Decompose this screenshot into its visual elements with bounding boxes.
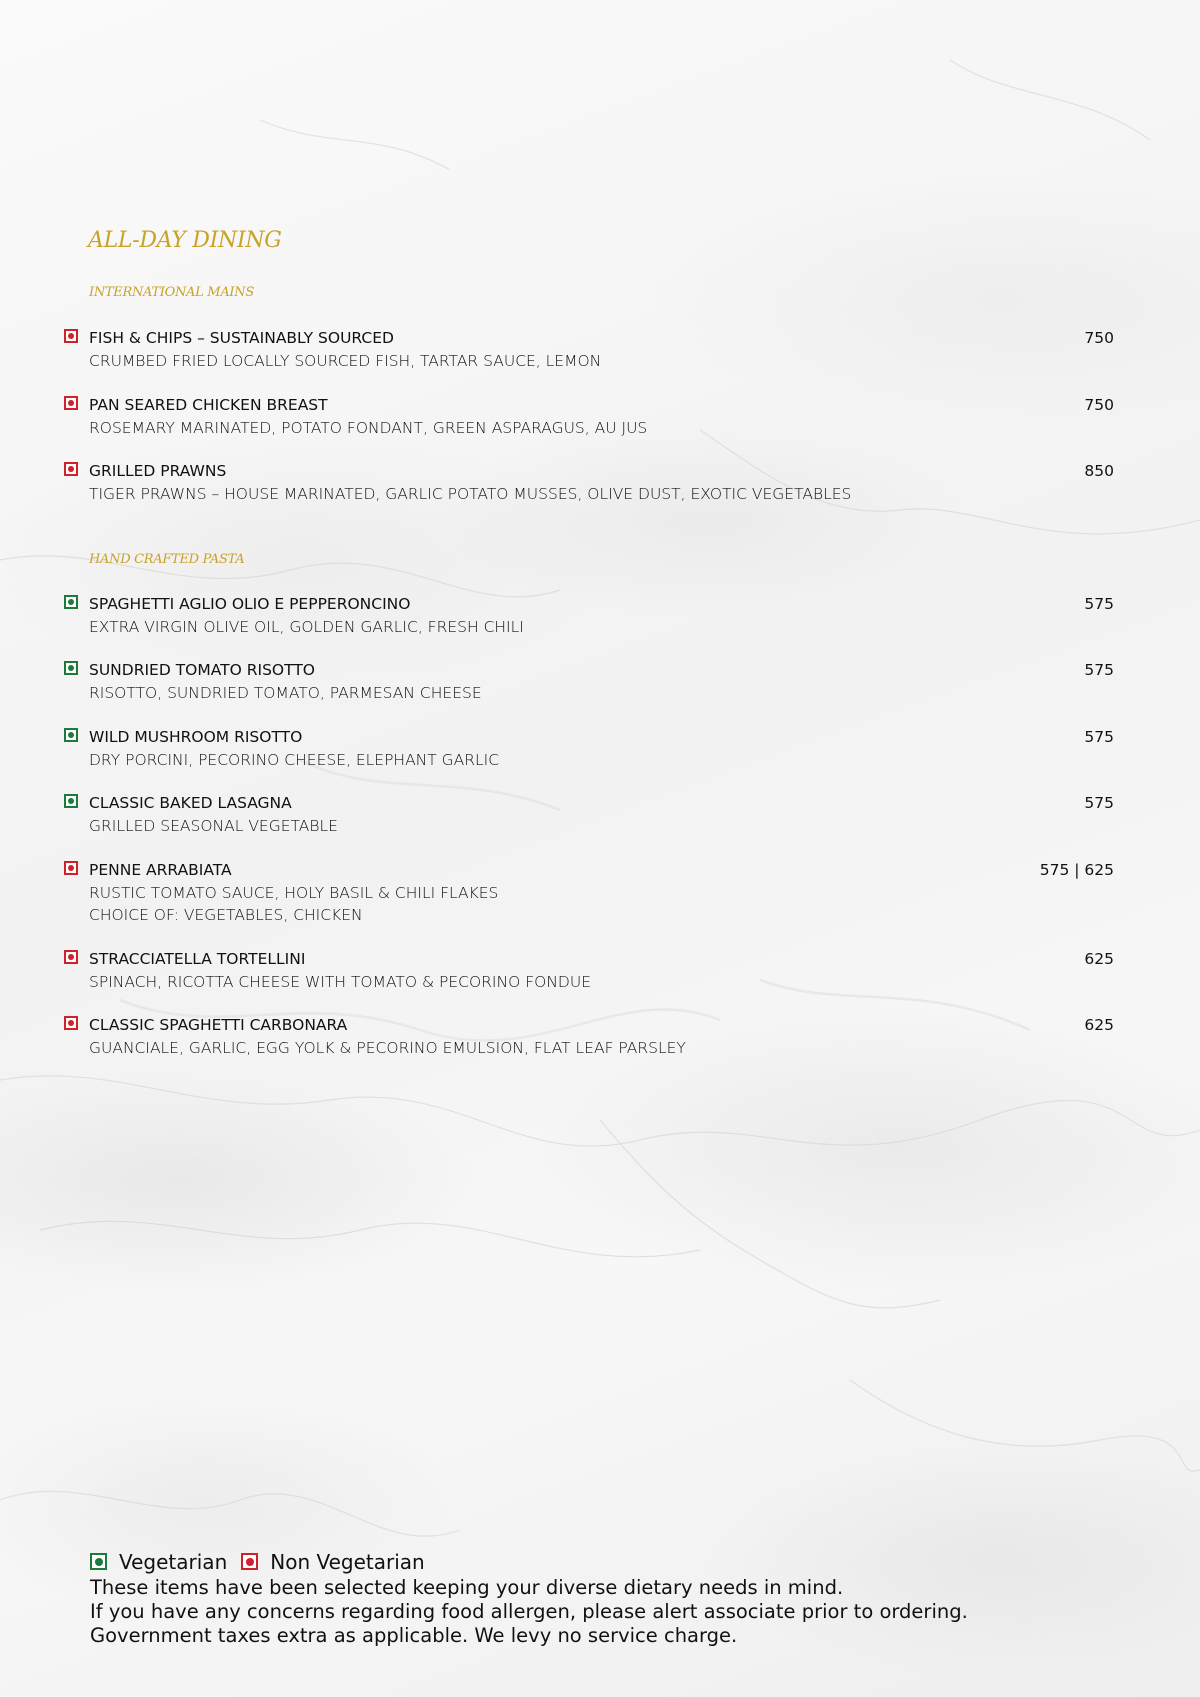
item-description: TIGER PRAWNS – HOUSE MARINATED, GARLIC POTATO MUSSES, OLIVE DUST, EXOTIC VEGETABLES [89, 485, 852, 503]
non-veg-legend-label: Non Vegetarian [270, 1550, 425, 1574]
section-title-hand-crafted-pasta: HAND CRAFTED PASTA [89, 552, 245, 567]
footer-line-allergen: If you have any concerns regarding food allergen, please alert associate prior to ordering. [90, 1600, 968, 1623]
item-price: 575 [1084, 794, 1114, 812]
item-price: 625 [1084, 1016, 1114, 1034]
item-description: GRILLED SEASONAL VEGETABLE [89, 817, 338, 835]
item-description: DRY PORCINI, PECORINO CHEESE, ELEPHANT GARLIC [89, 751, 500, 769]
item-price: 575 [1084, 728, 1114, 746]
non-veg-indicator-icon [64, 861, 78, 875]
non-veg-indicator-icon [64, 462, 78, 476]
section-title-international-mains: INTERNATIONAL MAINS [89, 285, 254, 300]
veg-legend-label: Vegetarian [119, 1550, 228, 1574]
item-name: FISH & CHIPS – SUSTAINABLY SOURCED [89, 329, 394, 347]
item-description: GUANCIALE, GARLIC, EGG YOLK & PECORINO EMULSION, FLAT LEAF PARSLEY [89, 1039, 686, 1057]
item-name: GRILLED PRAWNS [89, 462, 227, 480]
item-description: RISOTTO, SUNDRIED TOMATO, PARMESAN CHEESE [89, 684, 482, 702]
veg-indicator-icon [64, 794, 78, 808]
veg-indicator-icon [64, 661, 78, 675]
page-title: ALL-DAY DINING [88, 228, 282, 253]
item-description: CRUMBED FRIED LOCALLY SOURCED FISH, TARTAR SAUCE, LEMON [89, 352, 602, 370]
item-name: PENNE ARRABIATA [89, 861, 232, 879]
item-description: EXTRA VIRGIN OLIVE OIL, GOLDEN GARLIC, FRESH CHILI [89, 618, 524, 636]
item-price: 575 | 625 [1039, 861, 1114, 879]
non-veg-indicator-icon [64, 1016, 78, 1030]
item-description: ROSEMARY MARINATED, POTATO FONDANT, GREEN ASPARAGUS, AU JUS [89, 419, 648, 437]
veg-legend-icon [90, 1553, 107, 1570]
item-name: PAN SEARED CHICKEN BREAST [89, 396, 328, 414]
non-veg-indicator-icon [64, 950, 78, 964]
item-price: 750 [1084, 329, 1114, 347]
veg-indicator-icon [64, 728, 78, 742]
item-price: 575 [1084, 661, 1114, 679]
item-price: 850 [1084, 462, 1114, 480]
diet-legend [90, 1550, 439, 1574]
item-name: WILD MUSHROOM RISOTTO [89, 728, 303, 746]
non-veg-indicator-icon [64, 396, 78, 410]
item-price: 625 [1084, 950, 1114, 968]
footer-notes [90, 1576, 968, 1648]
non-veg-indicator-icon [64, 329, 78, 343]
item-price: 575 [1084, 595, 1114, 613]
footer-line-taxes: Government taxes extra as applicable. We levy no service charge. [90, 1624, 738, 1647]
item-name: CLASSIC SPAGHETTI CARBONARA [89, 1016, 348, 1034]
non-veg-legend-icon [241, 1553, 258, 1570]
item-name: CLASSIC BAKED LASAGNA [89, 794, 292, 812]
item-price: 750 [1084, 396, 1114, 414]
footer-line-dietary: These items have been selected keeping your diverse dietary needs in mind. [90, 1576, 844, 1599]
item-name: SUNDRIED TOMATO RISOTTO [89, 661, 315, 679]
veg-indicator-icon [64, 595, 78, 609]
item-name: SPAGHETTI AGLIO OLIO E PEPPERONCINO [89, 595, 411, 613]
item-name: STRACCIATELLA TORTELLINI [89, 950, 306, 968]
item-description: SPINACH, RICOTTA CHEESE WITH TOMATO & PECORINO FONDUE [89, 973, 592, 991]
item-description: RUSTIC TOMATO SAUCE, HOLY BASIL & CHILI FLAKES [89, 884, 499, 902]
item-choice: CHOICE OF: VEGETABLES, CHICKEN [89, 906, 363, 924]
